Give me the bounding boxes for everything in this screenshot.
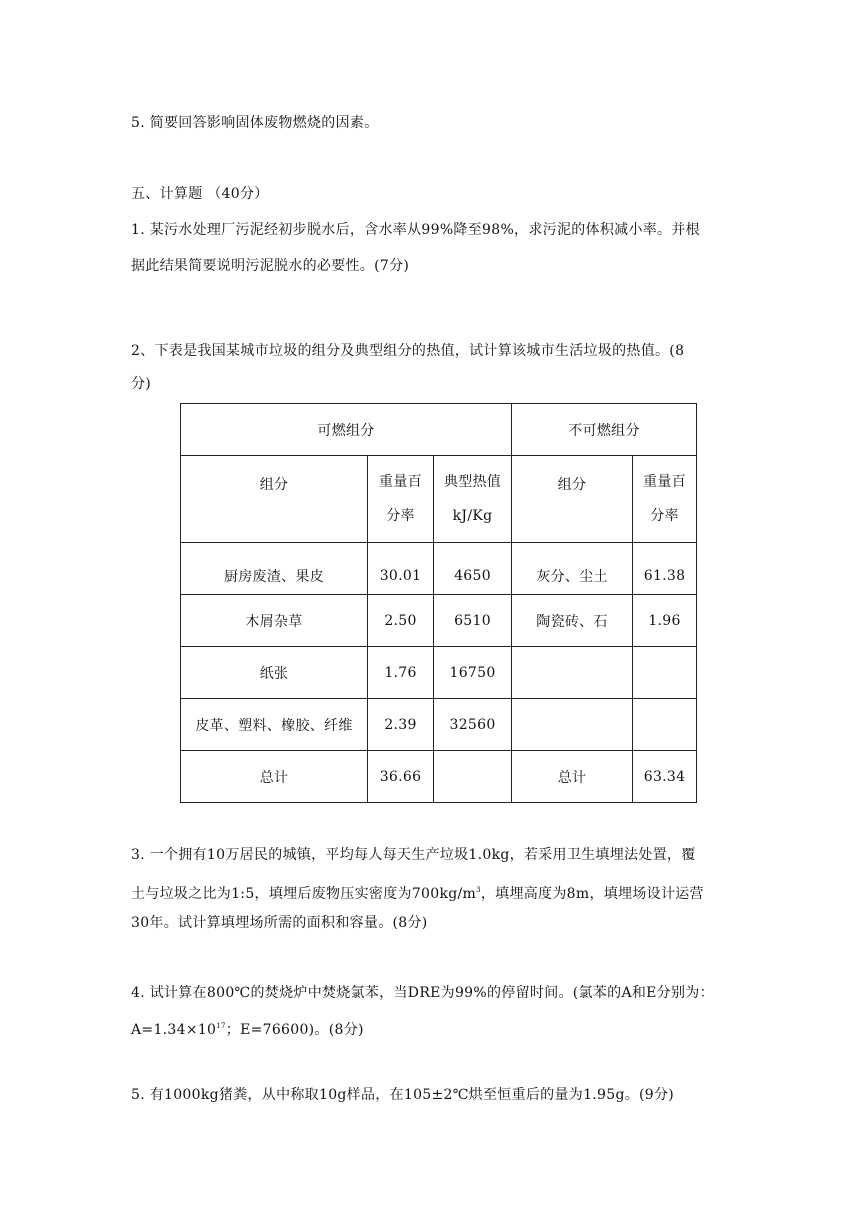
cell-total-label-2: 总计	[512, 751, 633, 803]
table-row	[181, 647, 697, 699]
question-sec4-5: 5. 简要回答影响固体废物燃烧的因素。	[131, 115, 379, 131]
cell-total-label: 总计	[181, 751, 368, 803]
question-3-line2b: ，填埋高度为8m，填埋场设计运营	[480, 886, 704, 902]
noncombustible-header: 不可燃组分	[512, 404, 697, 456]
table-column-header-row	[181, 456, 697, 543]
cell-noncombustible-weight	[633, 699, 697, 751]
question-4-line1: 4. 试计算在800℃的焚烧炉中焚烧氯苯，当DRE为99%的停留时间。(氯苯的A和E分别为：	[131, 985, 714, 1001]
question-3-line2	[131, 880, 704, 904]
cell-noncombustible-weight	[633, 647, 697, 699]
table-row	[181, 699, 697, 751]
col-heat-line1: 典型热值	[443, 474, 502, 490]
cell-noncombustible: 陶瓷砖、石	[512, 595, 633, 647]
question-3-line3: 30年。试计算填埋场所需的面积和容量。(8分)	[131, 915, 428, 931]
col-weight2-line1: 重量百	[643, 474, 686, 490]
cell-component: 木屑杂草	[181, 595, 368, 647]
cell-weight: 30.01	[368, 543, 434, 595]
cell-noncombustible	[512, 647, 633, 699]
question-4-line2	[131, 1016, 364, 1040]
cell-component: 皮革、塑料、橡胶、纤维	[181, 699, 368, 751]
col-weight-line2: 分率	[386, 508, 415, 524]
question-1-line2: 据此结果简要说明污泥脱水的必要性。(7分)	[131, 258, 410, 274]
cell-noncombustible: 灰分、尘土	[512, 543, 633, 595]
col-weight-percent	[368, 456, 434, 543]
question-2-line1: 2、下表是我国某城市垃圾的组分及典型组分的热值，试计算该城市生活垃圾的热值。(8	[131, 343, 685, 359]
col-component-2: 组分	[512, 456, 633, 543]
cell-total-heat	[434, 751, 512, 803]
col-weight-percent-2	[633, 456, 697, 543]
superscript: 3	[476, 886, 481, 894]
cell-noncombustible	[512, 699, 633, 751]
cell-heat: 16750	[434, 647, 512, 699]
cell-total-weight-2: 63.34	[633, 751, 697, 803]
col-heat-line2: kJ/Kg	[452, 508, 493, 524]
question-5: 5. 有1000kg猪粪，从中称取10g样品，在105±2℃烘至恒重后的量为1.95g。(9分)	[131, 1087, 675, 1103]
question-3-line1: 3. 一个拥有10万居民的城镇，平均每人每天生产垃圾1.0kg，若采用卫生填埋法处置，覆	[131, 847, 696, 863]
cell-component: 纸张	[181, 647, 368, 699]
combustible-header: 可燃组分	[181, 404, 512, 456]
table-row	[181, 543, 697, 595]
cell-heat: 6510	[434, 595, 512, 647]
cell-noncombustible-weight: 61.38	[633, 543, 697, 595]
col-component: 组分	[181, 456, 368, 543]
superscript: 17	[216, 1022, 226, 1030]
cell-component: 厨房废渣、果皮	[181, 543, 368, 595]
col-weight2-line2: 分率	[650, 508, 679, 524]
cell-total-weight: 36.66	[368, 751, 434, 803]
cell-weight: 1.76	[368, 647, 434, 699]
table-header-row	[181, 404, 697, 456]
question-3-line2a: 土与垃圾之比为1:5，填埋后废物压实密度为700kg/m	[131, 886, 477, 902]
col-heat-value	[434, 456, 512, 543]
cell-weight: 2.39	[368, 699, 434, 751]
question-4-line2a: A=1.34×10	[131, 1022, 217, 1038]
table-total-row	[181, 751, 697, 803]
cell-weight: 2.50	[368, 595, 434, 647]
table-row	[181, 595, 697, 647]
cell-heat: 4650	[434, 543, 512, 595]
waste-composition-table	[180, 403, 697, 803]
col-weight-line1: 重量百	[379, 474, 422, 490]
question-1-line1: 1. 某污水处理厂污泥经初步脱水后，含水率从99%降至98%，求污泥的体积减小率。并根	[131, 222, 700, 238]
section-title: 五、计算题 （40分）	[131, 186, 269, 202]
question-4-line2b: ；E=76600)。(8分)	[225, 1022, 364, 1038]
cell-heat: 32560	[434, 699, 512, 751]
cell-noncombustible-weight: 1.96	[633, 595, 697, 647]
question-2-line2: 分)	[131, 376, 152, 392]
